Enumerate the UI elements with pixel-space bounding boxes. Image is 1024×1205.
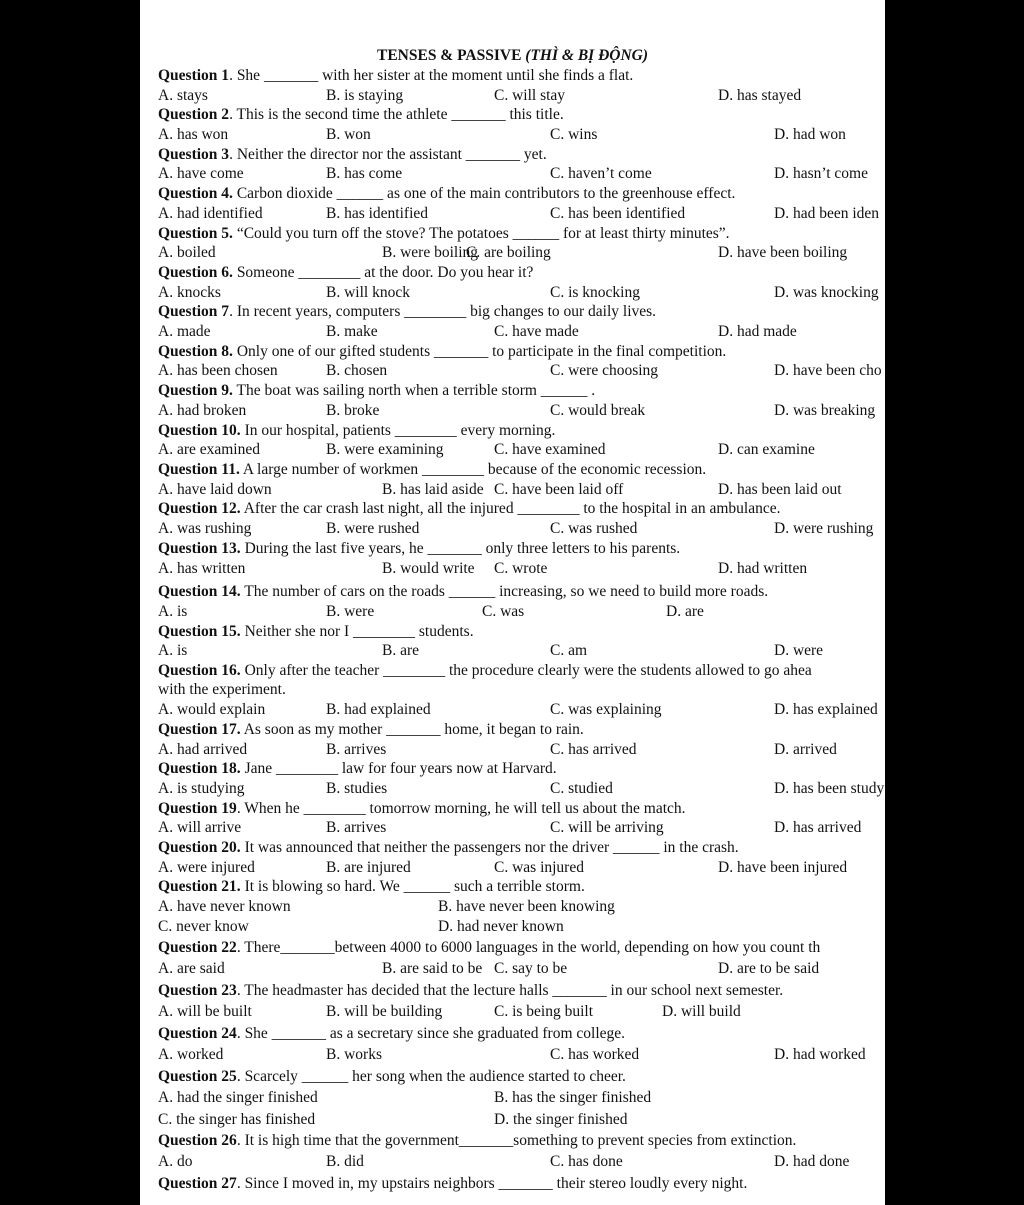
question-text: . She _______ with her sister at the moment until she finds a flat. (229, 67, 634, 84)
question-text: . There_______between 4000 to 6000 languages in the world, depending on how you count th (236, 939, 821, 956)
question-number: Question 3 (158, 146, 230, 163)
answer-option[interactable]: A. would explain (158, 701, 266, 718)
question-stem (158, 1067, 626, 1087)
question-stem (158, 838, 739, 858)
question-stem (158, 981, 783, 1001)
question-number: Question 4. (158, 185, 233, 202)
answer-option[interactable]: A. has written (158, 560, 246, 577)
question-text: Only after the teacher ________ the procedure clearly were the students allowed to go ahea (240, 662, 812, 679)
answer-option[interactable]: D. are (666, 603, 704, 620)
answer-option[interactable]: D. the singer finished (494, 1111, 628, 1128)
question-stem (158, 661, 812, 681)
question-number: Question 15. (158, 623, 241, 640)
question-text: . Since I moved in, my upstairs neighbors _______ their stereo loudly every night. (236, 1175, 748, 1192)
answer-option[interactable]: A. have laid down (158, 481, 272, 498)
answer-option[interactable]: D. was breaking (774, 402, 876, 419)
question-stem (158, 938, 820, 958)
answer-option[interactable]: D. are to be said (718, 960, 820, 977)
question-number: Question 26 (158, 1132, 237, 1149)
question-text: Someone ________ at the door. Do you hear it? (232, 264, 534, 281)
question-stem (158, 342, 726, 362)
answer-option[interactable]: A. had the singer finished (158, 1089, 318, 1106)
question-text: . It is high time that the government_______something to prevent species from extinction. (236, 1132, 797, 1149)
answer-option[interactable]: D. had worked (774, 1046, 866, 1063)
answer-option[interactable]: C. would break (550, 402, 646, 419)
answer-option[interactable]: B. arrives (326, 741, 387, 758)
question-number: Question 16. (158, 662, 241, 679)
question-text: . The headmaster has decided that the lecture halls _______ in our school next semester. (236, 982, 784, 999)
question-text: The number of cars on the roads ______ increasing, so we need to build more roads. (240, 583, 769, 600)
answer-option[interactable]: B. won (326, 126, 371, 143)
answer-option[interactable]: D. have been injured (718, 859, 848, 876)
answer-option[interactable]: C. was (482, 603, 525, 620)
answer-option[interactable]: A. was rushing (158, 520, 252, 537)
answer-option[interactable]: A. are said (158, 960, 225, 977)
answer-option[interactable]: A. has won (158, 126, 229, 143)
answer-option[interactable]: B. are said to be (382, 960, 483, 977)
answer-option[interactable]: A. has been chosen (158, 362, 278, 379)
answer-option[interactable]: B. were rushed (326, 520, 420, 537)
question-stem (158, 799, 686, 819)
question-text: . Scarcely ______ her song when the audience started to cheer. (236, 1068, 626, 1085)
answer-option[interactable]: D. had been iden (774, 205, 880, 222)
answer-option[interactable]: C. will be arriving (550, 819, 664, 836)
answer-option[interactable]: D. were (774, 642, 824, 659)
answer-option[interactable]: D. will build (662, 1003, 741, 1020)
answer-option[interactable]: C. were choosing (550, 362, 659, 379)
question-number: Question 14. (158, 583, 241, 600)
question-text: As soon as my mother _______ home, it began to rain. (240, 721, 584, 738)
answer-option[interactable]: B. has come (326, 165, 403, 182)
question-text: The boat was sailing north when a terrible storm ______ . (232, 382, 596, 399)
answer-option[interactable]: B. broke (326, 402, 380, 419)
answer-option[interactable]: A. knocks (158, 284, 221, 301)
answer-option[interactable]: A. are examined (158, 441, 260, 458)
answer-option[interactable]: C. have examined (494, 441, 606, 458)
answer-option[interactable]: A. had broken (158, 402, 247, 419)
answer-option[interactable]: C. has done (550, 1153, 623, 1170)
question-stem (158, 66, 633, 86)
answer-option[interactable]: B. were examining (326, 441, 444, 458)
question-number: Question 1 (158, 67, 230, 84)
answer-option[interactable]: B. make (326, 323, 378, 340)
question-number: Question 20. (158, 839, 241, 856)
question-stem (158, 302, 656, 322)
question-text: After the car crash last night, all the injured ________ to the hospital in an ambulance. (240, 500, 781, 517)
answer-option[interactable]: A. have never known (158, 898, 291, 915)
question-stem (158, 421, 555, 441)
answer-option[interactable]: D. was knocking (774, 284, 879, 301)
answer-option[interactable]: C. has worked (550, 1046, 640, 1063)
answer-option[interactable]: D. had made (718, 323, 797, 340)
question-text: . She _______ as a secretary since she graduated from college. (236, 1025, 626, 1042)
answer-option[interactable]: C. was rushed (550, 520, 638, 537)
question-text: Carbon dioxide ______ as one of the main contributors to the greenhouse effect. (232, 185, 736, 202)
answer-option[interactable]: B. would write (382, 560, 475, 577)
question-number: Question 2 (158, 106, 230, 123)
question-text: In our hospital, patients ________ every morning. (240, 422, 556, 439)
question-stem (158, 381, 595, 401)
question-number: Question 5. (158, 225, 233, 242)
question-stem (158, 622, 474, 642)
question-stem (158, 105, 564, 125)
question-text: A large number of workmen ________ because of the economic recession. (239, 461, 707, 478)
answer-option[interactable]: D. has explained (774, 701, 878, 718)
answer-option[interactable]: A. made (158, 323, 211, 340)
answer-option[interactable]: B. has identified (326, 205, 429, 222)
answer-option[interactable]: C. is knocking (550, 284, 640, 301)
answer-option[interactable]: A. will be built (158, 1003, 252, 1020)
question-stem (158, 224, 730, 244)
answer-option[interactable]: A. were injured (158, 859, 255, 876)
question-text: . This is the second time the athlete _______ this title. (229, 106, 564, 123)
answer-option[interactable]: C. haven’t come (550, 165, 652, 182)
answer-option[interactable]: B. will knock (326, 284, 410, 301)
question-stem (158, 1024, 625, 1044)
question-number: Question 23 (158, 982, 237, 999)
answer-option[interactable]: D. has been laid out (718, 481, 842, 498)
answer-option[interactable]: B. arrives (326, 819, 387, 836)
question-stem (158, 582, 768, 602)
question-number: Question 11. (158, 461, 240, 478)
answer-option[interactable]: D. hasn’t come (774, 165, 868, 182)
answer-option[interactable]: A. do (158, 1153, 193, 1170)
question-text: . When he ________ tomorrow morning, he will tell us about the match. (236, 800, 686, 817)
answer-option[interactable]: B. has laid aside (382, 481, 484, 498)
page-title: TENSES & PASSIVE (THÌ & BỊ ĐỘNG) (376, 47, 649, 64)
question-stem (158, 460, 706, 480)
question-text: It is blowing so hard. We ______ such a terrible storm. (240, 878, 585, 895)
answer-option[interactable]: C. never know (158, 918, 249, 935)
answer-option[interactable]: C. was explaining (550, 701, 662, 718)
answer-option[interactable]: B. were boiling (382, 244, 478, 261)
answer-option[interactable]: C. wrote (494, 560, 548, 577)
question-stem (158, 720, 584, 740)
question-stem (158, 184, 735, 204)
answer-option[interactable]: A. have come (158, 165, 244, 182)
answer-option[interactable]: D. has been study (774, 780, 885, 797)
question-number: Question 10. (158, 422, 241, 439)
answer-option[interactable]: B. have never been knowing (438, 898, 615, 915)
question-number: Question 21. (158, 878, 241, 895)
question-stem (158, 263, 533, 283)
answer-option[interactable]: C. am (550, 642, 588, 659)
answer-option[interactable]: A. boiled (158, 244, 216, 261)
answer-option[interactable]: B. chosen (326, 362, 388, 379)
answer-option[interactable]: D. have been cho (774, 362, 882, 379)
question-text: “Could you turn off the stove? The potatoes ______ for at least thirty minutes”. (232, 225, 730, 242)
answer-option[interactable]: B. are (382, 642, 420, 659)
question-text: Jane ________ law for four years now at Harvard. (240, 760, 557, 777)
question-number: Question 24 (158, 1025, 237, 1042)
answer-option[interactable]: C. is being built (494, 1003, 594, 1020)
answer-option[interactable]: A. had arrived (158, 741, 248, 758)
answer-option[interactable]: C. have been laid off (494, 481, 624, 498)
question-stem (158, 499, 780, 519)
question-number: Question 9. (158, 382, 233, 399)
answer-option[interactable]: A. will arrive (158, 819, 242, 836)
answer-option[interactable]: C. was injured (494, 859, 584, 876)
answer-option[interactable]: C. has been identified (550, 205, 686, 222)
answer-option[interactable]: B. will be building (326, 1003, 443, 1020)
question-stem (158, 539, 680, 559)
question-number: Question 19 (158, 800, 237, 817)
answer-option[interactable]: C. has arrived (550, 741, 637, 758)
answer-option[interactable]: D. had won (774, 126, 846, 143)
question-number: Question 25 (158, 1068, 237, 1085)
question-number: Question 18. (158, 760, 241, 777)
answer-option[interactable]: B. had explained (326, 701, 431, 718)
answer-option[interactable]: D. has arrived (774, 819, 862, 836)
answer-option[interactable]: A. is studying (158, 780, 245, 797)
answer-option[interactable]: B. did (326, 1153, 364, 1170)
answer-option[interactable]: D. has stayed (718, 87, 802, 104)
question-text: . Neither the director nor the assistant _______ yet. (229, 146, 547, 163)
question-stem (158, 1174, 747, 1194)
question-text: It was announced that neither the passengers nor the driver ______ in the crash. (240, 839, 739, 856)
question-text: Neither she nor I ________ students. (240, 623, 474, 640)
answer-option[interactable]: D. had never known (438, 918, 564, 935)
answer-option[interactable]: D. had done (774, 1153, 850, 1170)
answer-option[interactable]: D. can examine (718, 441, 815, 458)
answer-option[interactable]: B. studies (326, 780, 388, 797)
answer-option[interactable]: A. worked (158, 1046, 224, 1063)
answer-option[interactable]: A. is (158, 603, 188, 620)
answer-option[interactable]: A. had identified (158, 205, 263, 222)
answer-option[interactable]: A. stays (158, 87, 208, 104)
question-number: Question 7 (158, 303, 230, 320)
question-number: Question 8. (158, 343, 233, 360)
question-number: Question 13. (158, 540, 241, 557)
answer-option[interactable]: B. works (326, 1046, 382, 1063)
answer-option[interactable]: C. wins (550, 126, 598, 143)
answer-option[interactable]: A. is (158, 642, 188, 659)
answer-option[interactable]: C. are boiling (466, 244, 551, 261)
question-number: Question 6. (158, 264, 233, 281)
answer-option[interactable]: C. will stay (494, 87, 566, 104)
question-number: Question 17. (158, 721, 241, 738)
question-number: Question 22 (158, 939, 237, 956)
worksheet-page (140, 0, 885, 1205)
answer-option[interactable]: C. say to be (494, 960, 568, 977)
question-stem (158, 759, 557, 779)
question-stem (158, 877, 585, 897)
question-stem (158, 145, 547, 165)
answer-option[interactable]: B. are injured (326, 859, 411, 876)
answer-option[interactable]: C. have made (494, 323, 579, 340)
answer-option[interactable]: D. were rushing (774, 520, 874, 537)
question-number: Question 12. (158, 500, 241, 517)
answer-option[interactable]: C. the singer has finished (158, 1111, 316, 1128)
question-number: Question 27 (158, 1175, 237, 1192)
answer-option[interactable]: C. studied (550, 780, 613, 797)
answer-option[interactable]: B. were (326, 603, 375, 620)
answer-option[interactable]: D. arrived (774, 741, 837, 758)
question-text: Only one of our gifted students _______ to participate in the final competition. (232, 343, 727, 360)
question-stem (158, 1131, 796, 1151)
question-text: . In recent years, computers ________ big changes to our daily lives. (229, 303, 657, 320)
answer-option[interactable]: B. is staying (326, 87, 404, 104)
answer-option[interactable]: B. has the singer finished (494, 1089, 652, 1106)
question-text: During the last five years, he _______ only three letters to his parents. (240, 540, 681, 557)
answer-option[interactable]: D. had written (718, 560, 808, 577)
answer-option[interactable]: D. have been boiling (718, 244, 848, 261)
question-text-continued: with the experiment. (158, 681, 286, 698)
